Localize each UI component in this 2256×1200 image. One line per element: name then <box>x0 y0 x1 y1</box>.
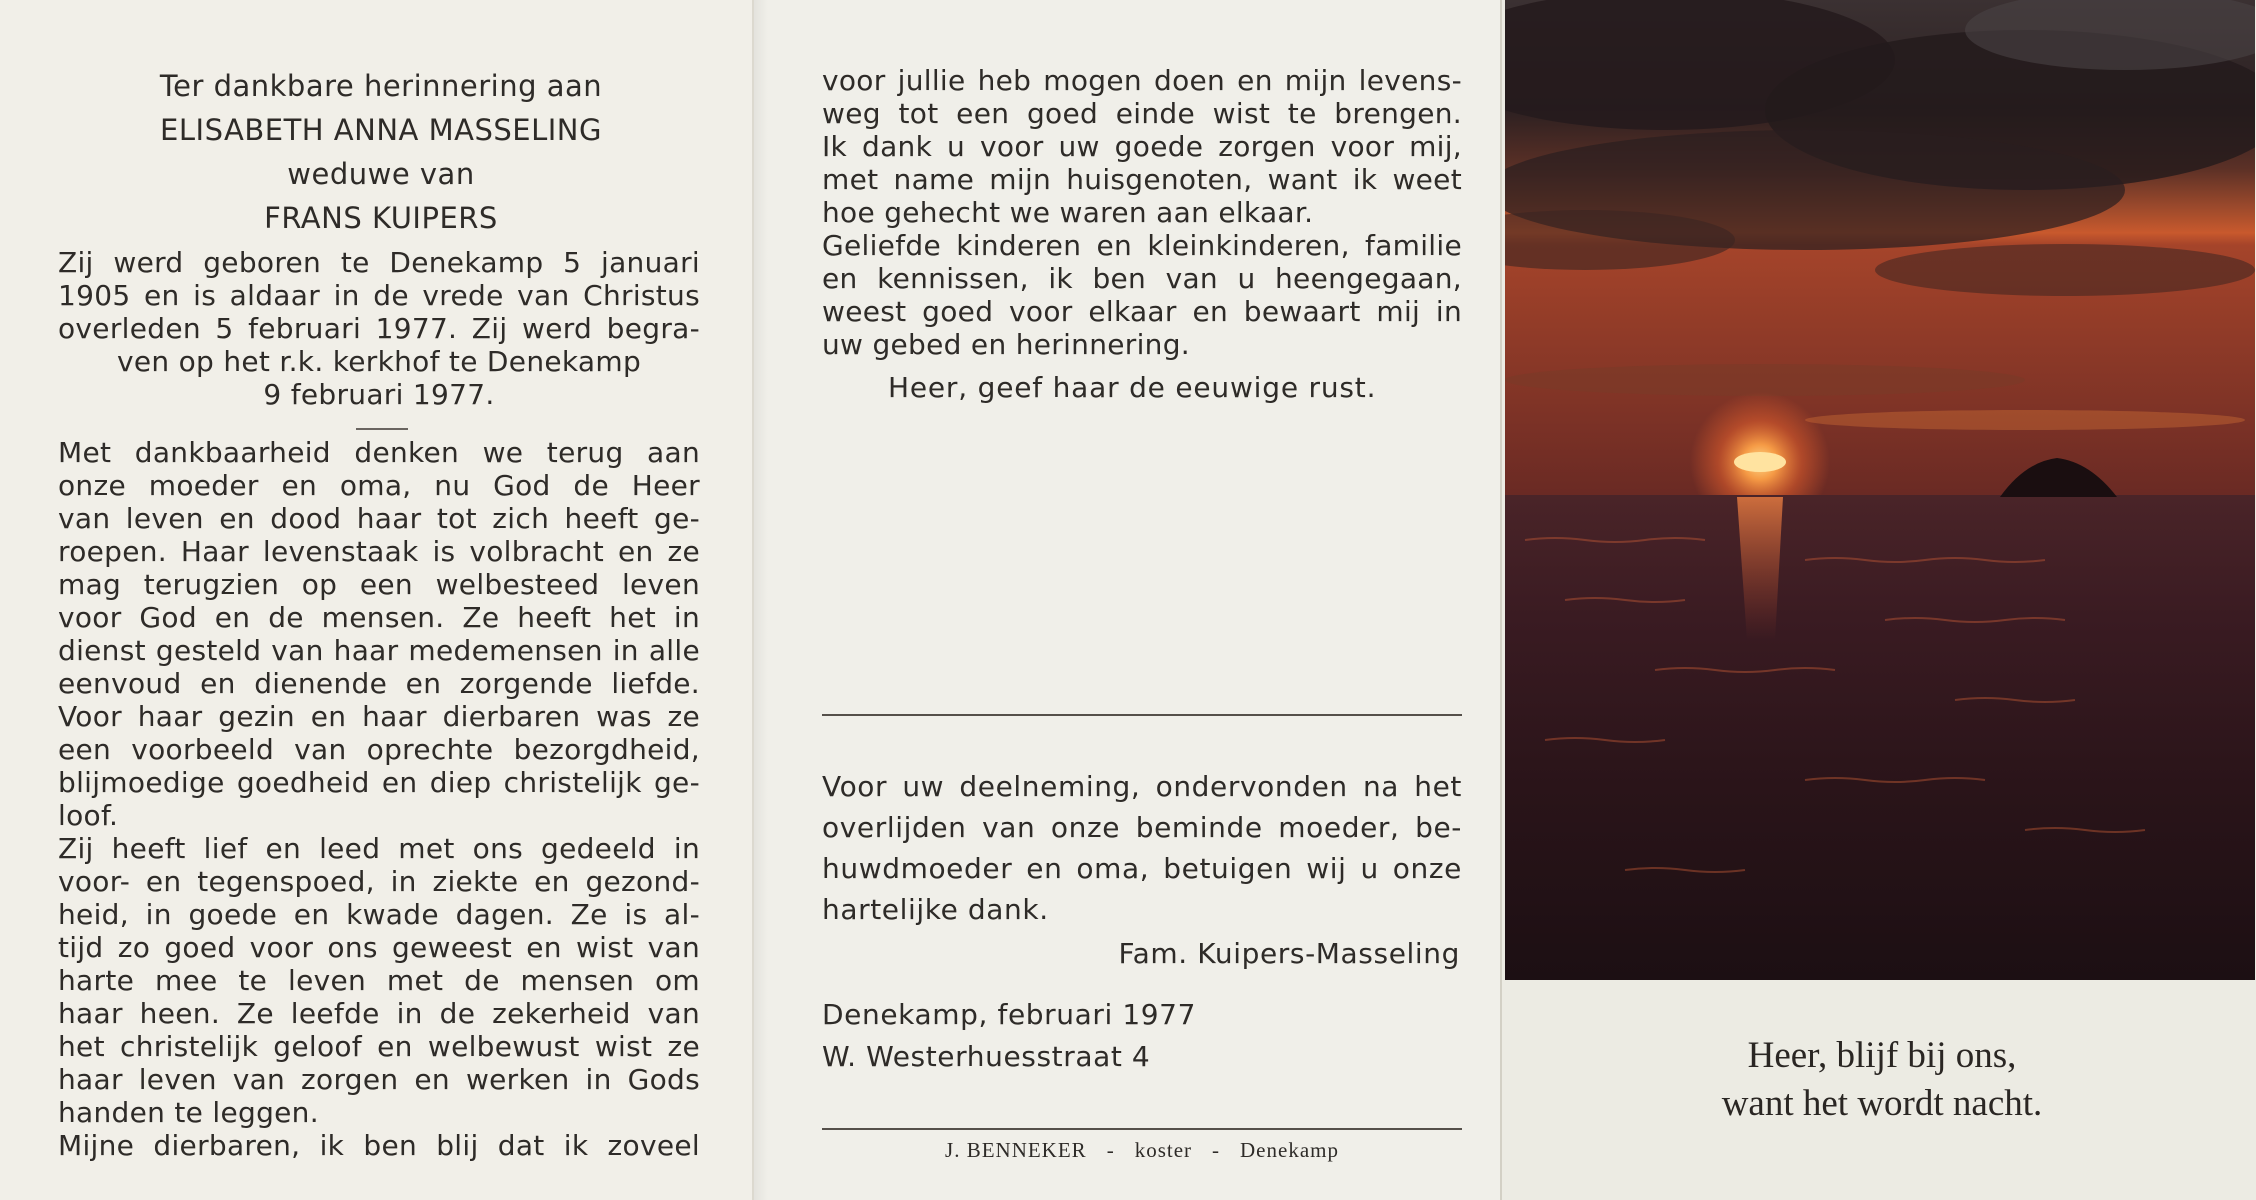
text-line: hartelijke dank. <box>822 893 1049 926</box>
place-and-address <box>822 994 1196 1078</box>
heading-line-husband-name: FRANS KUIPERS <box>264 201 498 235</box>
horizontal-rule <box>822 714 1462 716</box>
text-line: Zij werd geboren te Denekamp 5 januari <box>58 246 700 279</box>
text-line: met name mijn huisgenoten, want ik weet <box>822 163 1462 196</box>
text-line: huwdmoeder en oma, betuigen wij u onze <box>822 852 1462 885</box>
text-line: ven op het r.k. kerkhof te Denekamp <box>116 345 642 378</box>
text-line: het christelijk geloof en welbewust wist ze <box>58 1030 700 1063</box>
photo-caption <box>1522 1032 2242 1128</box>
text-line: overleden 5 februari 1977. Zij werd begra- <box>58 312 700 345</box>
text-line: voor jullie heb mogen doen en mijn levens- <box>822 64 1462 97</box>
text-line: heid, in goede en kwade dagen. Ze is al- <box>58 898 700 931</box>
fold-shadow <box>754 0 768 1200</box>
sea <box>1505 495 2255 980</box>
farewell-text <box>822 64 1462 404</box>
text-line: en kennissen, ik ben van u heengegaan, <box>822 262 1462 295</box>
memorial-card-middle-panel <box>752 0 1500 1200</box>
printer-town: Denekamp <box>1240 1138 1339 1162</box>
printer-separator: - <box>1212 1138 1221 1162</box>
printer-separator: - <box>1106 1138 1115 1162</box>
text-line: Mijne dierbaren, ik ben blij dat ik zoveel <box>58 1129 700 1162</box>
memorial-card-right-panel <box>1500 0 2256 1200</box>
text-line: eenvoud en dienende en zorgende liefde. <box>58 667 700 700</box>
heading-line-widow-of: weduwe van <box>287 157 475 191</box>
caption-line: want het wordt nacht. <box>1721 1083 2043 1124</box>
caption-line: Heer, blijf bij ons, <box>1747 1035 2017 1076</box>
text-line: Zij heeft lief en leed met ons gedeeld in <box>58 832 700 865</box>
horizontal-rule <box>822 1128 1462 1130</box>
biography-paragraph <box>58 246 700 411</box>
text-line: voor God en de mensen. Ze heeft het in <box>58 601 700 634</box>
text-line: haar heen. Ze leefde in de zekerheid van <box>58 997 700 1030</box>
printer-role: koster <box>1134 1138 1193 1162</box>
printer-credit <box>822 1138 1462 1163</box>
text-line: hoe gehecht we waren aan elkaar. <box>822 196 1314 229</box>
text-line: 9 februari 1977. <box>263 378 495 411</box>
text-line: mag terugzien op een welbesteed leven <box>58 568 700 601</box>
memorial-card-left-panel <box>0 0 752 1200</box>
text-line: Voor haar gezin en haar dierbaren was ze <box>58 700 700 733</box>
text-line: blijmoedige goedheid en diep christelijk ge- <box>58 766 700 799</box>
thanks-paragraph <box>822 766 1462 930</box>
family-signature: Fam. Kuipers-Masseling <box>1118 937 1460 970</box>
text-line: dienst gesteld van haar medemensen in alle <box>58 634 700 667</box>
heading-line-deceased-name: ELISABETH ANNA MASSELING <box>160 113 602 147</box>
printer-name: J. BENNEKER <box>945 1138 1087 1162</box>
text-line: een voorbeeld van oprechte bezorgdheid, <box>58 733 700 766</box>
memorial-heading <box>60 64 702 240</box>
text-line: Geliefde kinderen en kleinkinderen, familie <box>822 229 1462 262</box>
section-divider <box>356 428 408 430</box>
text-line: uw gebed en herinnering. <box>822 328 1190 361</box>
text-line: weg tot een goed einde wist te brengen. <box>822 97 1462 130</box>
text-line: handen te leggen. <box>58 1096 319 1129</box>
text-line: haar leven van zorgen en werken in Gods <box>58 1063 700 1096</box>
text-line: tijd zo goed voor ons geweest en wist van <box>58 931 700 964</box>
text-line: van leven en dood haar tot zich heeft ge- <box>58 502 700 535</box>
place-date: Denekamp, februari 1977 <box>822 998 1197 1031</box>
text-line: onze moeder en oma, nu God de Heer <box>58 469 700 502</box>
text-line: voor- en tegenspoed, in ziekte en gezond- <box>58 865 700 898</box>
text-line: 1905 en is aldaar in de vrede van Christus <box>58 279 700 312</box>
prayer-line: Heer, geef haar de eeuwige rust. <box>888 371 1377 404</box>
text-line: harte mee te leven met de mensen om <box>58 964 700 997</box>
text-line: weest goed voor elkaar en bewaart mij in <box>822 295 1462 328</box>
text-line: loof. <box>58 799 119 832</box>
text-line: Ik dank u voor uw goede zorgen voor mij, <box>822 130 1462 163</box>
text-line: overlijden van onze beminde moeder, be- <box>822 811 1462 844</box>
heading-line-dedication: Ter dankbare herinnering aan <box>159 69 603 103</box>
remembrance-text <box>58 436 700 1162</box>
text-line: roepen. Haar levenstaak is volbracht en ze <box>58 535 700 568</box>
text-line: Met dankbaarheid denken we terug aan <box>58 436 700 469</box>
text-line: Voor uw deelneming, ondervonden na het <box>822 770 1462 803</box>
sunset-sea-photo <box>1505 0 2255 980</box>
address: W. Westerhuesstraat 4 <box>822 1040 1151 1073</box>
